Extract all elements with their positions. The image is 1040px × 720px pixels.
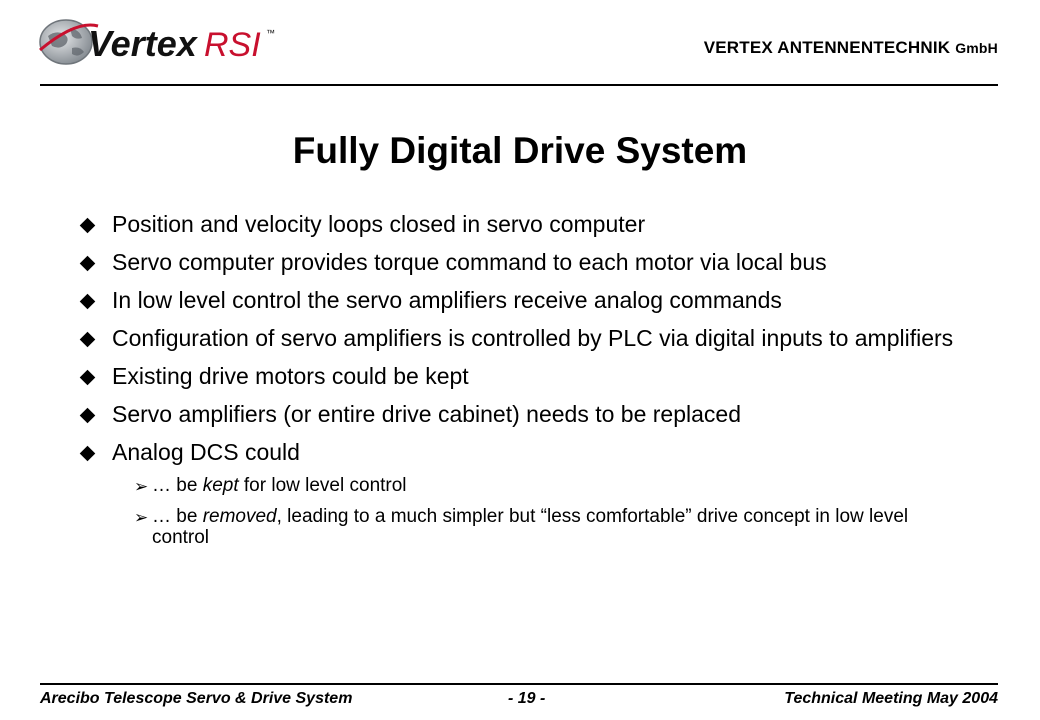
bullet-item <box>76 212 956 237</box>
diamond-bullet-icon <box>80 218 96 234</box>
header-divider <box>40 84 998 86</box>
bullet-text: Servo amplifiers (or entire drive cabinet) needs to be replaced <box>112 401 741 427</box>
footer-left: Arecibo Telescope Servo & Drive System <box>40 690 353 707</box>
bullet-text: Analog DCS could <box>112 439 300 465</box>
diamond-bullet-icon <box>80 332 96 348</box>
footer-divider <box>40 683 998 685</box>
diamond-bullet-icon <box>80 370 96 386</box>
company-name-main: VERTEX ANTENNENTECHNIK <box>703 38 951 57</box>
svg-text:RSI: RSI <box>204 26 261 64</box>
diamond-bullet-icon <box>80 294 96 310</box>
sub-bullet-emphasis: removed <box>202 506 277 527</box>
arrow-bullet-icon: ➢ <box>134 508 149 527</box>
company-name <box>704 38 998 58</box>
svg-text:Vertex: Vertex <box>88 23 197 64</box>
bullet-text: In low level control the servo amplifiers receive analog commands <box>112 287 782 313</box>
page-number: - 19 - <box>508 690 546 707</box>
vertex-rsi-logo <box>36 16 296 68</box>
bullet-item <box>76 326 956 351</box>
diamond-bullet-icon <box>80 446 96 462</box>
diamond-bullet-icon <box>80 408 96 424</box>
bullet-text: Configuration of servo amplifiers is controlled by PLC via digital inputs to amplifiers <box>112 325 954 351</box>
arrow-bullet-icon: ➢ <box>134 477 149 496</box>
sub-bullet-pre: … be <box>152 506 203 527</box>
footer-right: Technical Meeting May 2004 <box>784 690 998 707</box>
bullet-text: Existing drive motors could be kept <box>112 363 469 389</box>
svg-text:™: ™ <box>266 28 275 38</box>
bullet-item <box>76 402 956 427</box>
bullet-text: Servo computer provides torque command to each motor via local bus <box>112 249 827 275</box>
bullet-item <box>76 250 956 275</box>
sub-bullet-post: for low level control <box>238 475 407 496</box>
sub-bullet-emphasis: kept <box>202 475 239 496</box>
bullet-item <box>76 440 956 465</box>
bullet-text: Position and velocity loops closed in servo computer <box>112 211 646 237</box>
bullet-item <box>76 288 956 313</box>
company-name-suffix: GmbH <box>955 40 998 56</box>
sub-bullet-pre: … be <box>152 475 203 496</box>
sub-bullet-item <box>76 475 956 496</box>
bullet-list <box>76 212 956 561</box>
diamond-bullet-icon <box>80 256 96 272</box>
sub-bullet-post: , leading to a much simpler but “less comfortable” drive concept in low level control <box>152 506 909 548</box>
slide-title: Fully Digital Drive System <box>292 130 748 171</box>
sub-bullet-item <box>76 506 956 548</box>
bullet-item <box>76 364 956 389</box>
